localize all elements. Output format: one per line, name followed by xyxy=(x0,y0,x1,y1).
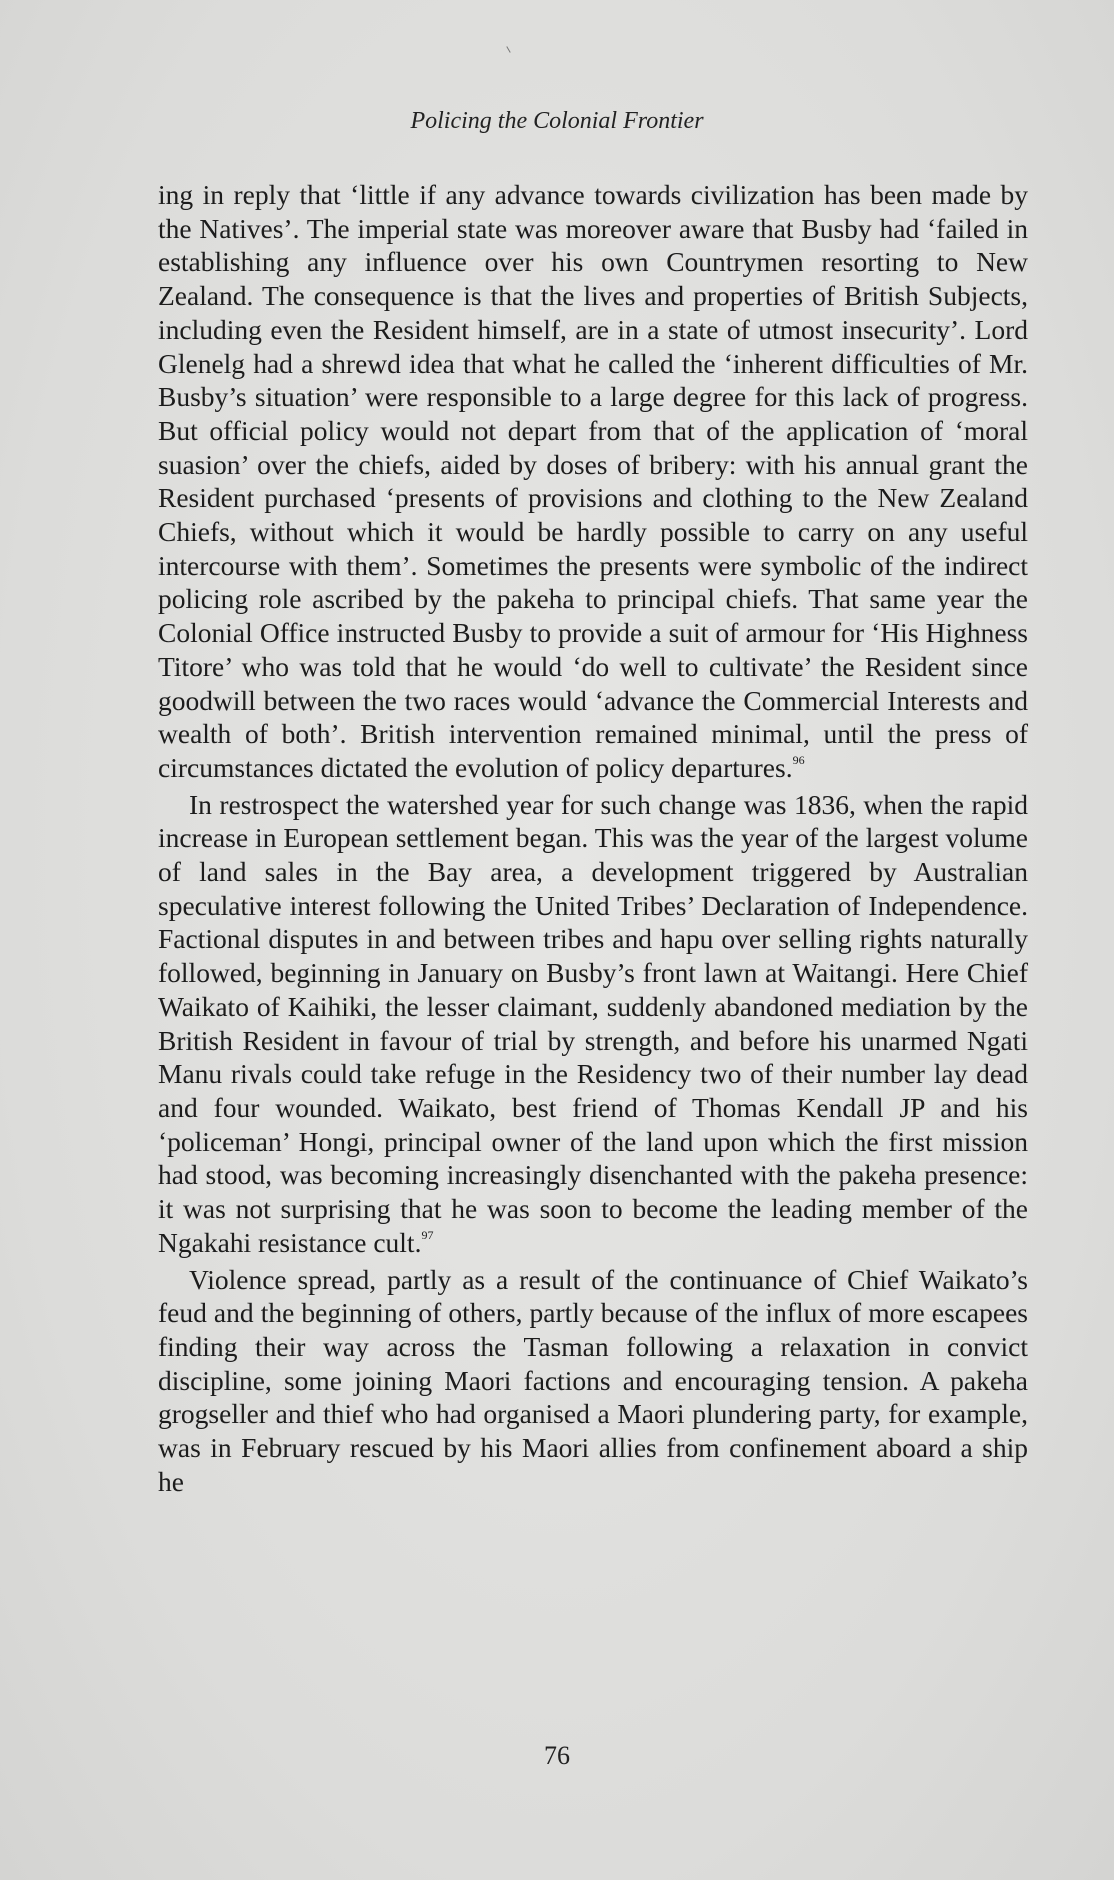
footnote-ref-96: 96 xyxy=(792,752,805,767)
paragraph-2 xyxy=(158,788,1028,1260)
footnote-ref-97: 97 xyxy=(421,1227,434,1242)
paragraph-3-text: Violence spread, partly as a result of the continuance of Chief Waikato’s feud and the beginning of others, partly because of the influx of more escapees finding their way across the Tasman following a relaxation in convict discipline, some joining Maori factions and encouraging tension. A pakeha grogseller and thief who had organised a Maori plundering party, for example, was in February rescued by his Maori allies from confinement aboard a ship he xyxy=(158,1263,1028,1497)
paragraph-1-text: ing in reply that ‘little if any advance towards civilization has been made by the Natives’. The imperial state was moreover aware that Busby had ‘failed in establishing any influence over his own Countrymen resorting to New Zealand. The consequence is that the lives and properties of British Subjects, including even the Resident himself, are in a state of utmost insecurity’. Lord Glenelg had a shrewd idea that what he called the ‘inherent difficulties of Mr. Busby’s situation’ were responsible to a large degree for this lack of progress. But official policy would not depart from that of the application of ‘moral suasion’ over the chiefs, aided by doses of bribery: with his annual grant the Resident purchased ‘presents of provisions and clothing to the New Zealand Chiefs, without which it would be hardly possible to carry on any useful intercourse with them’. Sometimes the presents were symbolic of the indirect policing role ascribed by the pakeha to principal chiefs. That same year the Colonial Office instructed Busby to provide a suit of armour for ‘His Highness Titore’ who was told that he would ‘do well to cultivate’ the Resident since goodwill between the two races would ‘advance the Commercial Interests and wealth of both’. British intervention remained minimal, until the press of circumstances dictated the evolution of policy departures. xyxy=(158,179,1028,783)
body-text xyxy=(158,178,1028,1498)
paragraph-2-text: In restrospect the watershed year for such change was 1836, when the rapid increase in European settlement began. This was the year of the largest volume of land sales in the Bay area, a development triggered by Australian speculative interest following the United Tribes’ Declaration of Independence. Factional disputes in and between tribes and hapu over selling rights naturally followed, beginning in January on Busby’s front lawn at Waitangi. Here Chief Waikato of Kaihiki, the lesser claimant, suddenly abandoned mediation by the British Resident in favour of trial by strength, and before his unarmed Ngati Manu rivals could take refuge in the Residency two of their number lay dead and four wounded. Waikato, best friend of Thomas Kendall JP and his ‘policeman’ Hongi, principal owner of the land upon which the first mission had stood, was becoming increasingly disenchanted with the pakeha presence: it was not surprising that he was soon to become the leading member of the Ngakahi resistance cult. xyxy=(158,788,1028,1258)
page-number: 76 xyxy=(544,1741,570,1770)
paragraph-3 xyxy=(158,1263,1028,1499)
running-head: Policing the Colonial Frontier xyxy=(410,108,704,134)
paragraph-1 xyxy=(158,178,1028,785)
print-mark xyxy=(506,46,510,53)
